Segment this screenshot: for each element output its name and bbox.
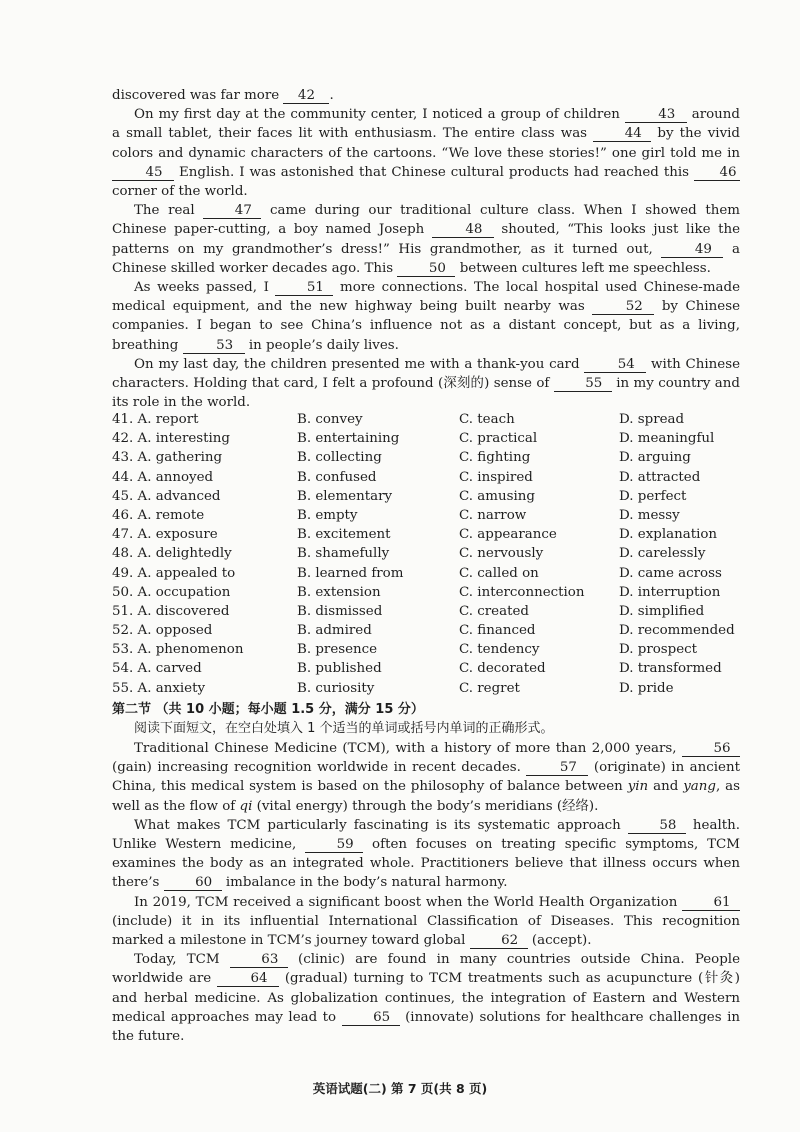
paragraph: The real 47 came during our traditional culture class. When I showed them Chinese paper-cutting, a boy named Joseph 48 shouted, “This looks just like the patterns on my grandmother’s dress!” His grandmother, as it turned out, 49 a Chinese skilled worker decades ago. This 50 between cultures left me speechless.	[112, 203, 740, 276]
option-c: C. narrow	[459, 507, 527, 523]
option-d: D. arguing	[619, 450, 691, 466]
option-row-50	[112, 583, 752, 602]
option-a: 41. A. report	[112, 412, 199, 427]
option-a: 55. A. anxiety	[112, 680, 206, 696]
blank-53: 53	[183, 338, 245, 354]
option-d: D. transformed	[619, 661, 722, 677]
option-a: 42. A. interesting	[112, 431, 231, 447]
option-b: B. curiosity	[297, 680, 375, 696]
option-c: C. amusing	[459, 488, 535, 504]
blank-49: 49	[661, 242, 723, 258]
blank-57: 57	[526, 760, 588, 776]
option-a: 48. A. delightedly	[112, 546, 232, 562]
option-d: D. interruption	[619, 584, 721, 600]
option-c: C. inspired	[459, 469, 533, 485]
blank-54: 54	[584, 357, 646, 373]
option-b: B. confused	[297, 469, 377, 485]
blank-46: 46	[694, 165, 740, 181]
option-b: B. extension	[297, 584, 381, 600]
blank-42: 42	[283, 88, 329, 104]
option-b: B. published	[297, 661, 382, 677]
option-row-48	[112, 544, 752, 563]
option-d: D. explanation	[619, 527, 718, 543]
option-d: D. spread	[619, 412, 685, 427]
page-footer: 英语试题(二) 第 7 页(共 8 页)	[312, 1081, 488, 1096]
blank-50: 50	[397, 261, 455, 277]
paragraph: Today, TCM 63 (clinic) are found in many countries outside China. People worldwide are 64 (gradual) turning to TCM treatments such as acupuncture (针灸) and herbal medicine. As globalization continues, the integration of Eastern and Western medical approaches may lead to 65 (innovate) solutions for healthcare challenges in the future.	[112, 952, 740, 1045]
option-a: 43. A. gathering	[112, 450, 223, 466]
paragraph: discovered was far more 42 .	[112, 88, 334, 103]
option-b: B. admired	[297, 623, 372, 639]
option-row-43	[112, 448, 752, 467]
option-c: C. created	[459, 603, 529, 619]
answer-options	[112, 410, 752, 698]
option-a: 51. A. discovered	[112, 603, 230, 619]
cloze-passage	[112, 86, 740, 412]
option-d: D. prospect	[619, 642, 698, 658]
option-row-52	[112, 621, 752, 640]
option-d: D. attracted	[619, 469, 701, 485]
option-a: 54. A. carved	[112, 661, 202, 677]
option-d: D. recommended	[619, 623, 735, 639]
blank-62: 62	[470, 933, 528, 949]
option-b: B. presence	[297, 642, 378, 658]
blank-48: 48	[432, 222, 494, 238]
option-a: 52. A. opposed	[112, 623, 213, 639]
blank-58: 58	[628, 818, 686, 834]
option-c: C. practical	[459, 431, 538, 447]
option-row-51	[112, 602, 752, 621]
option-row-54	[112, 659, 752, 678]
option-a: 47. A. exposure	[112, 527, 218, 543]
blank-43: 43	[625, 107, 687, 123]
option-d: D. simplified	[619, 603, 705, 619]
option-row-41	[112, 410, 752, 429]
option-b: B. shamefully	[297, 546, 390, 562]
section-heading: 第二节 （共 10 小题；每小题 1.5 分，满分 15 分）	[112, 702, 424, 717]
option-a: 50. A. occupation	[112, 584, 231, 600]
option-a: 44. A. annoyed	[112, 469, 214, 485]
option-d: D. carelessly	[619, 546, 706, 562]
grammar-fill-passage	[112, 739, 740, 1046]
blank-59: 59	[305, 837, 363, 853]
blank-44: 44	[593, 126, 651, 142]
blank-52: 52	[592, 299, 654, 315]
option-c: C. teach	[459, 412, 515, 427]
blank-61: 61	[682, 895, 740, 911]
option-a: 49. A. appealed to	[112, 565, 236, 581]
option-b: B. entertaining	[297, 431, 400, 447]
section-2-header	[112, 700, 740, 739]
option-d: D. perfect	[619, 488, 687, 504]
option-b: B. collecting	[297, 450, 382, 466]
paragraph: What makes TCM particularly fascinating is its systematic approach 58 health. Unlike Western medicine, 59 often focuses on treating specific symptoms, TCM examines the body as an integrated whole. Practitioners believe that illness occurs when there’s 60 imbalance in the body’s natural harmony.	[112, 817, 741, 891]
option-d: D. came across	[619, 565, 722, 581]
paragraph: On my last day, the children presented me with a thank-you card 54 with Chinese characters. Holding that card, I felt a profound (深刻的) sense of 55 in my country and its role in the world.	[112, 356, 740, 411]
option-d: D. meaningful	[619, 431, 715, 447]
option-c: C. financed	[459, 623, 536, 639]
blank-55: 55	[554, 376, 612, 392]
option-row-45	[112, 487, 752, 506]
option-row-53	[112, 640, 752, 659]
option-c: C. decorated	[459, 661, 546, 677]
option-row-49	[112, 564, 752, 583]
option-c: C. fighting	[459, 450, 531, 466]
paragraph: On my first day at the community center, I noticed a group of children 43 around a small tablet, their faces lit with enthusiasm. The entire class was 44 by the vivid colors and dynamic characters of the cartoons. “We love these stories!” one girl told me in 45 English. I was astonished that Chinese cultural products had reached this 46 corner of the world.	[112, 107, 741, 200]
option-c: C. appearance	[459, 527, 557, 543]
option-a: 46. A. remote	[112, 507, 205, 523]
option-b: B. learned from	[297, 565, 404, 581]
blank-51: 51	[275, 280, 333, 296]
blank-45: 45	[112, 165, 174, 181]
option-row-44	[112, 468, 752, 487]
option-c: C. interconnection	[459, 584, 585, 600]
paragraph: Traditional Chinese Medicine (TCM), with a history of more than 2,000 years, 56 (gain) increasing recognition worldwide in recent decades. 57 (originate) in ancient China, this medical system is based on the philosophy of balance between yin and yang, as well as the flow of qi (vital energy) through the body’s meridians (经络).	[112, 741, 740, 814]
blank-47: 47	[203, 203, 261, 219]
option-a: 53. A. phenomenon	[112, 642, 244, 658]
option-b: B. excitement	[297, 527, 391, 543]
section-instruction: 阅读下面短文，在空白处填入 1 个适当的单词或括号内单词的正确形式。	[134, 721, 554, 736]
option-a: 45. A. advanced	[112, 488, 221, 504]
paragraph: As weeks passed, I 51 more connections. The local hospital used Chinese-made medical equipment, and the new highway being built nearby was 52 by Chinese companies. I began to see China’s influence not as a distant concept, but as a living, breathing 53 in people’s daily lives.	[112, 280, 741, 353]
option-b: B. elementary	[297, 488, 393, 504]
option-d: D. pride	[619, 680, 674, 696]
option-d: D. messy	[619, 507, 680, 523]
option-row-47	[112, 525, 752, 544]
option-b: B. convey	[297, 412, 363, 427]
option-row-42	[112, 429, 752, 448]
blank-64: 64	[217, 971, 279, 987]
blank-60: 60	[164, 875, 222, 891]
blank-65: 65	[342, 1010, 400, 1026]
option-row-55	[112, 679, 752, 698]
option-c: C. called on	[459, 565, 539, 581]
option-row-46	[112, 506, 752, 525]
blank-56: 56	[682, 741, 740, 757]
blank-63: 63	[230, 952, 288, 968]
option-c: C. regret	[459, 680, 520, 696]
paragraph: In 2019, TCM received a significant boost when the World Health Organization 61 (include) it in its influential International Classification of Diseases. This recognition marked a milestone in TCM’s journey toward global 62 (accept).	[112, 894, 740, 949]
option-c: C. tendency	[459, 642, 540, 658]
option-b: B. empty	[297, 507, 358, 523]
option-b: B. dismissed	[297, 603, 383, 619]
option-c: C. nervously	[459, 546, 544, 562]
